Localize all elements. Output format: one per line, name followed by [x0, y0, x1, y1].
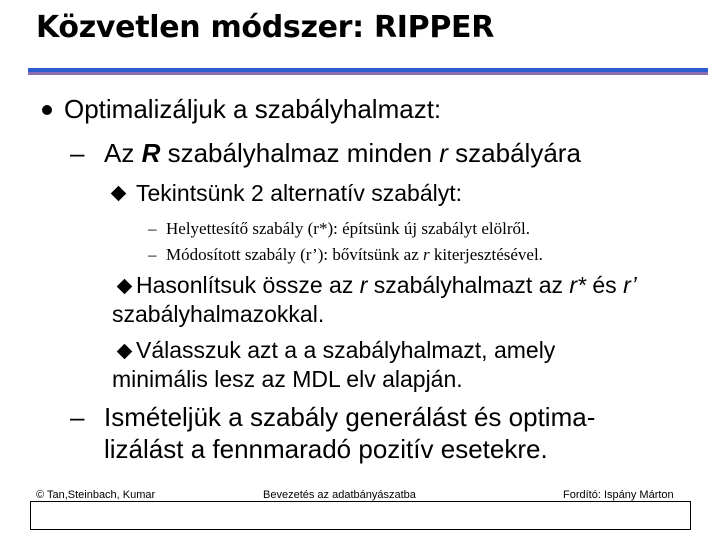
footer-translator: Fordító: Ispány Márton	[563, 489, 674, 501]
dash-marker: –	[148, 219, 157, 238]
diamond-bullet-icon	[117, 279, 133, 295]
sub-bullet-2-line1: Ismételjük a szabály generálást és optima-	[104, 402, 596, 432]
sub-sub-bullet-1: Tekintsünk 2 alternatív szabályt:	[136, 180, 462, 206]
title-divider-shadow	[28, 72, 708, 75]
sub-sub-bullet-3-line2: minimális lesz az MDL elv alapján.	[112, 366, 463, 392]
text: Hasonlítsuk össze az	[136, 272, 360, 298]
dash-marker: –	[70, 138, 85, 168]
text-italic: r	[439, 138, 448, 168]
sub-sub-bullet-3-line1: Válasszuk azt a a szabályhalmazt, amely	[136, 337, 556, 363]
text: szabályhalmaz minden	[160, 138, 440, 168]
text-italic: r’	[623, 272, 637, 298]
text-italic: r	[359, 272, 368, 298]
footer-copyright: © Tan,Steinbach, Kumar	[36, 489, 156, 501]
footer-box	[30, 501, 691, 530]
level4-item-2	[166, 245, 543, 265]
text: és	[586, 272, 624, 298]
text-italic: r	[423, 245, 430, 264]
text-bold: R	[141, 138, 161, 168]
sub-sub-bullet-2-line1	[136, 272, 637, 299]
bullet-main: Optimalizáljuk a szabályhalmazt:	[64, 94, 442, 124]
diamond-bullet-icon	[117, 344, 133, 360]
text: kiterjesztésével.	[429, 245, 543, 264]
dash-marker: –	[148, 245, 157, 264]
diamond-bullet-icon	[111, 186, 127, 202]
dash-marker: –	[70, 402, 85, 432]
text: Az	[104, 138, 142, 168]
footer-course-title: Bevezetés az adatbányászatba	[263, 489, 416, 501]
sub-bullet-2-line2: lizálást a fennmaradó pozitív esetekre.	[104, 434, 548, 464]
text-italic: r*	[569, 272, 586, 298]
text: Módosított szabály (r’): bővítsünk az	[166, 245, 424, 264]
slide-title: Közvetlen módszer: RIPPER	[36, 10, 495, 45]
level4-item-1: Helyettesítő szabály (r*): építsünk új szabályt elölről.	[166, 219, 530, 238]
text: szabályára	[447, 138, 581, 168]
bullet-dot-icon	[42, 105, 52, 115]
sub-sub-bullet-2-line2: szabályhalmazokkal.	[112, 301, 325, 327]
text: szabályhalmazt az	[367, 272, 570, 298]
sub-bullet-1	[104, 138, 581, 169]
